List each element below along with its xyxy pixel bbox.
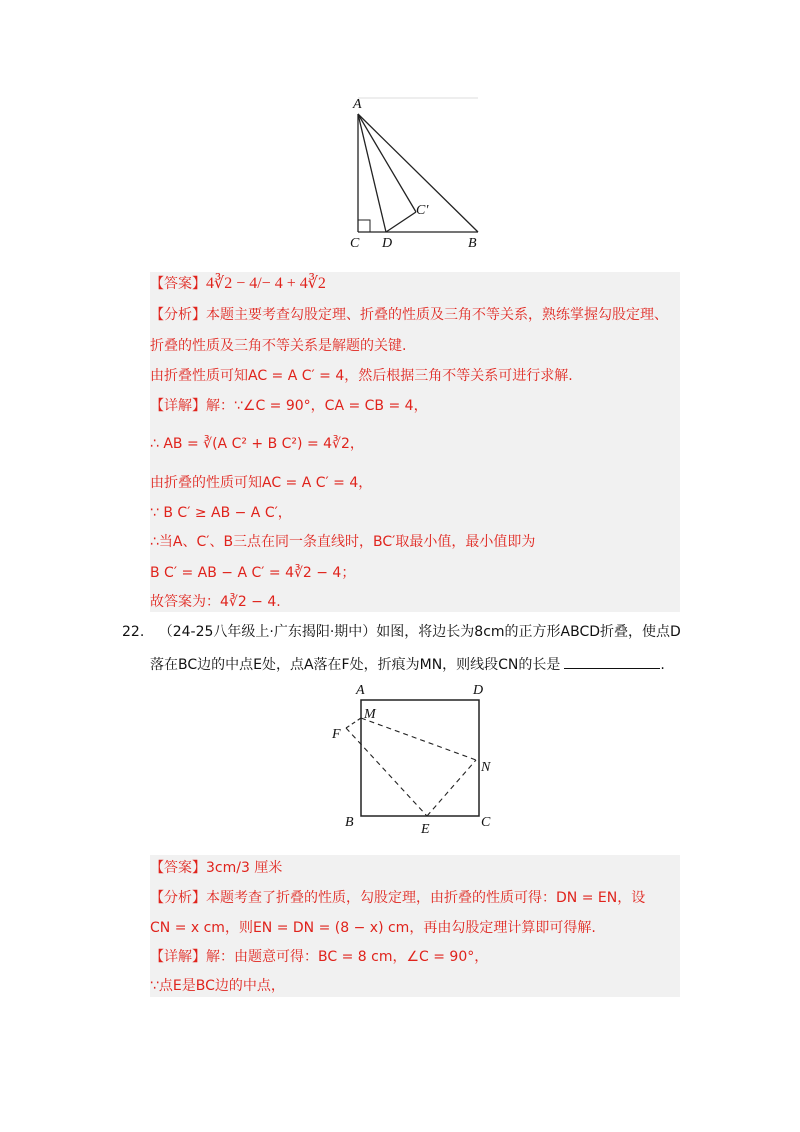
sol21-detail-line-3: 由折叠的性质可知AC = A C′ = 4， (150, 475, 373, 491)
sol22-analysis-line-1: 【分析】本题考查了折叠的性质，勾股定理，由折叠的性质可得：DN = EN，设 (150, 890, 646, 906)
sol21-analysis-line-2: 折叠的性质及三角不等关系是解题的关键. (150, 338, 407, 354)
answer-value: 4∛2 − 4/− 4 + 4∛2 (206, 275, 326, 292)
label-m: M (364, 707, 376, 722)
sol21-detail-line-1: 【详解】解：∵∠C = 90°，CA = CB = 4， (150, 398, 428, 414)
label-a: A (353, 97, 362, 112)
sol22-detail-line-1: 【详解】解：由题意可得：BC = 8 cm，∠C = 90°， (150, 949, 489, 965)
answer-tag: 【答案】 (150, 276, 206, 292)
answer-blank (564, 654, 660, 669)
square-abcd (361, 700, 479, 816)
analysis-tag: 【分析】 (150, 890, 206, 906)
label-d: D (473, 683, 484, 698)
right-angle-mark (358, 220, 370, 232)
q22-text-line-1: 22. （24-25八年级上·广东揭阳·期中）如图，将边长为8cm的正方形ABCD折叠，使点D (122, 624, 681, 640)
segment-dc-prime (386, 212, 416, 232)
sol21-analysis-line-1: 【分析】本题主要考查勾股定理、折叠的性质及三角不等关系，熟练掌握勾股定理、 (150, 307, 668, 323)
q22-text-line-2: 落在BC边的中点E处，点A落在F处，折痕为MN，则线段CN的长是 . (150, 654, 665, 675)
fold-line-mn (361, 718, 476, 760)
label-c: C (481, 815, 491, 830)
segment-en (427, 760, 476, 816)
label-b: B (468, 236, 477, 251)
sol21-detail-line-7: 故答案为：4∛2 − 4. (150, 594, 281, 610)
sol22-detail-line-2: ∵点E是BC边的中点， (150, 978, 285, 994)
label-a: A (356, 683, 365, 698)
segment-fe (346, 728, 427, 816)
figure-1-triangle-diagram (340, 92, 490, 252)
label-d: D (382, 236, 393, 251)
sol21-detail-line-4: ∵ B C′ ≥ AB − A C′， (150, 505, 292, 521)
question-number: 22. (122, 624, 145, 640)
detail-tag: 【详解】 (150, 949, 206, 965)
segment-fm (346, 718, 361, 728)
detail-tag: 【详解】 (150, 398, 206, 414)
figure-2-square-diagram (326, 678, 506, 838)
answer-tag: 【答案】 (150, 860, 206, 876)
label-e: E (421, 822, 430, 837)
label-b: B (345, 815, 354, 830)
sol21-detail-line-5: ∴当A、C′、B三点在同一条直线时，BC′取最小值，最小值即为 (150, 534, 536, 550)
sol22-answer-line (150, 858, 282, 878)
sol21-detail-line-6: B C′ = AB − A C′ = 4∛2 − 4； (150, 565, 356, 581)
sol21-detail-line-2: ∴ AB = ∛(A C² + B C²) = 4∛2， (150, 436, 364, 452)
label-c: C (350, 236, 360, 251)
answer-value: 3cm/3 厘米 (206, 860, 283, 876)
sol21-analysis-line-3: 由折叠性质可知AC = A C′ = 4，然后根据三角不等关系可进行求解. (150, 368, 573, 384)
sol21-answer-line (150, 274, 326, 294)
segment-ad (358, 114, 386, 232)
label-f: F (332, 727, 341, 742)
sol22-analysis-line-2: CN = x cm，则EN = DN = (8 − x) cm，再由勾股定理计算即可得解. (150, 920, 596, 936)
analysis-tag: 【分析】 (150, 307, 206, 323)
label-c-prime: C′ (416, 203, 429, 218)
label-n: N (481, 760, 491, 775)
